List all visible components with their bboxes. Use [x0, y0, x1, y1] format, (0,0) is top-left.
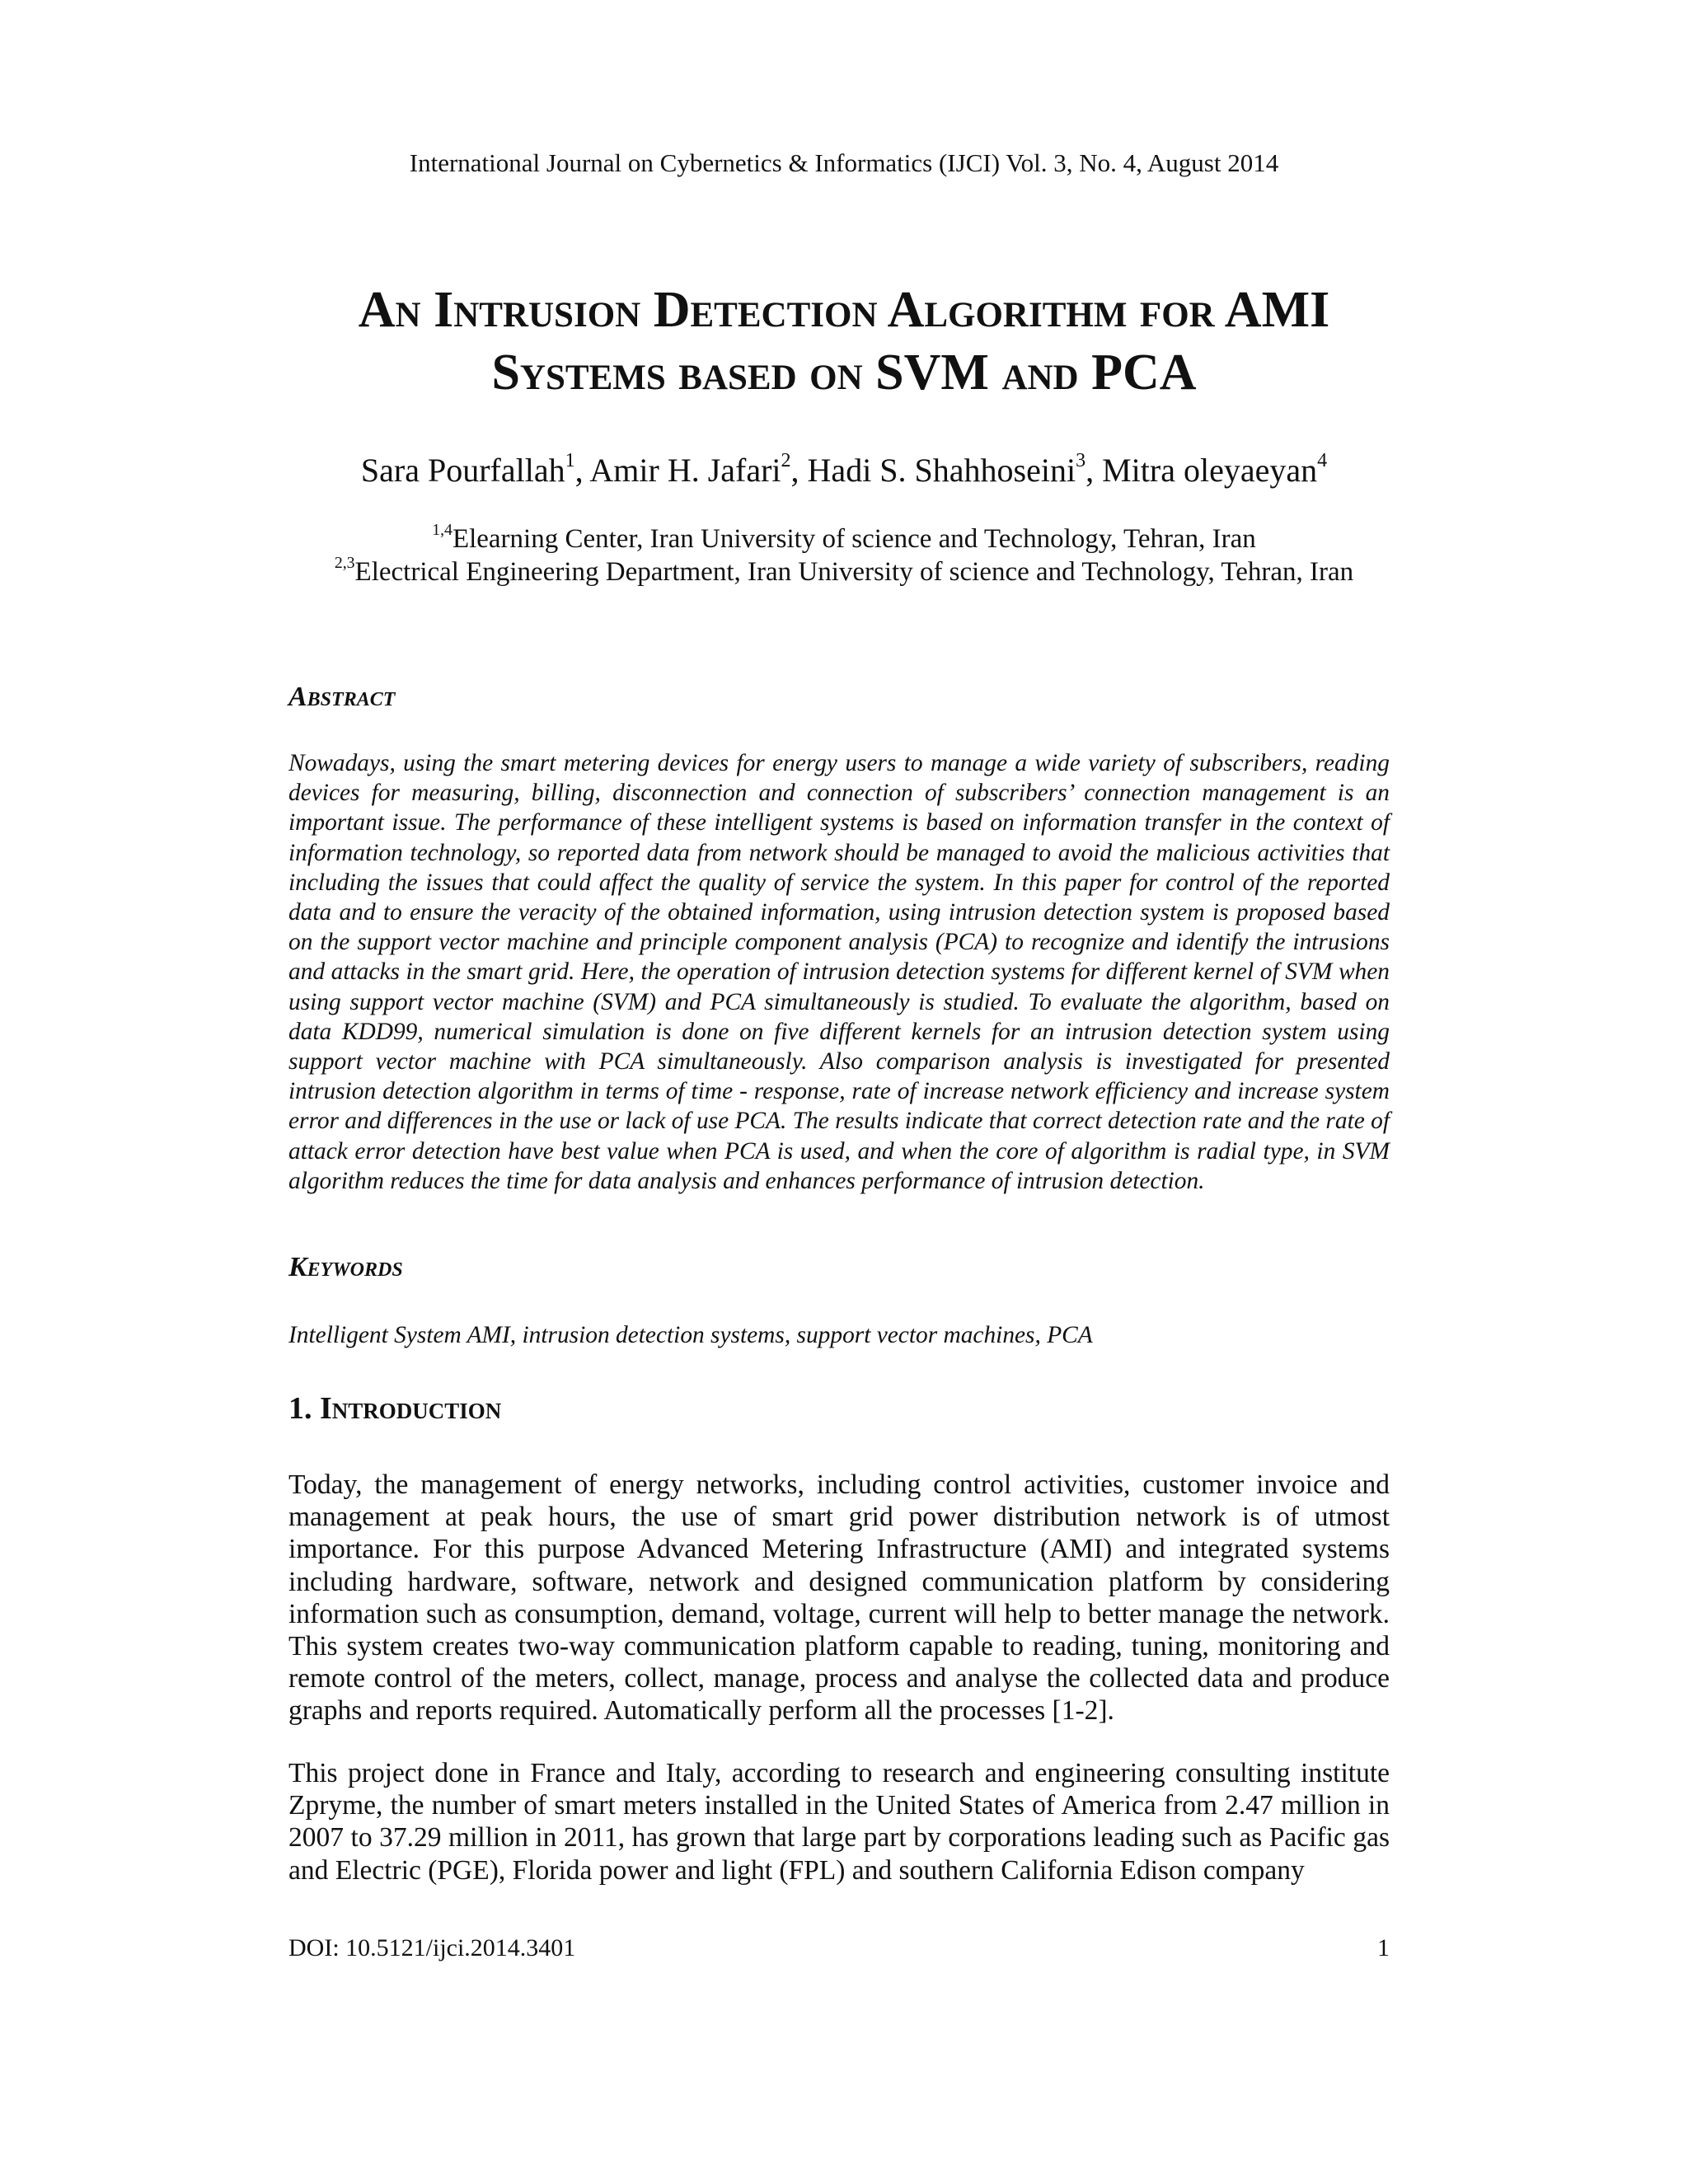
author-separator: ,	[574, 452, 590, 489]
abstract-text: Nowadays, using the smart metering devices for energy users to manage a wide variety of subscribers, reading devices for measuring, billing, disconnection and connection of subscribers’ connection management is an important issue. The performance of these intelligent systems is based on information transfer in the context of information technology, so reported data from network should be managed to avoid the malicious activities that including the issues that could affect the quality of service the system. In this paper for control of the reported data and to ensure the veracity of the obtained information, using intrusion detection system is proposed based on the support vector machine and principle component analysis (PCA) to recognize and identify the intrusions and attacks in the smart grid. Here, the operation of intrusion detection systems for different kernel of SVM when using support vector machine (SVM) and PCA simultaneously is studied. To evaluate the algorithm, based on data KDD99, numerical simulation is done on five different kernels for an intrusion detection system using support vector machine with PCA simultaneously. Also comparison analysis is investigated for presented intrusion detection algorithm in terms of time - response, rate of increase network efficiency and increase system error and differences in the use or lack of use PCA. The results indicate that correct detection rate and the rate of attack error detection have best value when PCA is used, and when the core of algorithm is radial type, in SVM algorithm reduces the time for data analysis and enhances performance of intrusion detection.	[288, 750, 1390, 1194]
author-list	[0, 450, 1688, 491]
section-title: Introduction	[320, 1391, 502, 1426]
title-text: An Intrusion Detection Algorithm for	[358, 282, 1215, 338]
affiliation-mark: 1,4	[432, 521, 452, 540]
body-paragraph: This project done in France and Italy, according to research and engineering consulting institute Zpryme, the number of smart meters installed in the United States of America from 2.47 million in 2007 to 37.29 million in 2011, has grown that large part by corporations leading such as Pacific gas and Electric (PGE), Florida power and light (FPL) and southern California Edison company	[288, 1758, 1390, 1886]
abstract-heading: Abstract	[288, 682, 396, 712]
author-affiliation-mark: 2	[781, 450, 791, 471]
title-text: Systems based on	[491, 344, 863, 401]
footer-doi: DOI: 10.5121/ijci.2014.3401	[288, 1934, 576, 1961]
affiliation-text: Electrical Engineering Department, Iran University of science and Technology, Tehran, Iran	[354, 557, 1354, 587]
title-text: SVM	[875, 344, 989, 401]
title-line-2	[247, 341, 1441, 404]
affiliation-mark: 2,3	[334, 554, 355, 573]
running-head: International Journal on Cybernetics & Informatics (IJCI) Vol. 3, No. 4, August 2014	[409, 148, 1279, 177]
author-affiliation-mark: 1	[565, 450, 575, 471]
affiliation	[0, 555, 1688, 588]
affiliation	[0, 523, 1688, 555]
section-number: 1.	[288, 1391, 312, 1426]
affiliation-text: Elearning Center, Iran University of science and Technology, Tehran, Iran	[452, 524, 1256, 554]
author-affiliation-mark: 4	[1317, 450, 1328, 471]
author-name: Sara Pourfallah	[360, 452, 565, 489]
title-line-1	[247, 279, 1441, 341]
title-text: and	[1001, 344, 1079, 401]
keywords-heading: Keywords	[288, 1252, 403, 1282]
affiliation-list	[0, 523, 1688, 588]
author-name: Mitra oleyaeyan	[1102, 452, 1318, 489]
body-paragraph: Today, the management of energy networks, including control activities, customer invoice and management at peak hours, the use of smart grid power distribution network is of utmost importance. For this purpose Advanced Metering Infrastructure (AMI) and integrated systems including hardware, software, network and designed communication platform by considering information such as consumption, demand, voltage, current will help to better manage the network. This system creates two-way communication platform capable to reading, tuning, monitoring and remote control of the meters, collect, manage, process and analyse the collected data and produce graphs and reports required. Automatically perform all the processes [1-2].	[288, 1469, 1390, 1727]
title-text: PCA	[1091, 344, 1197, 401]
page-number: 1	[1377, 1934, 1390, 1961]
paper-title	[247, 279, 1441, 404]
title-text: AMI	[1224, 282, 1330, 338]
author-separator: ,	[790, 452, 808, 489]
author-separator: ,	[1085, 452, 1103, 489]
section-heading-introduction	[288, 1390, 501, 1427]
author-affiliation-mark: 3	[1076, 450, 1086, 471]
author-name: Amir H. Jafari	[589, 452, 781, 489]
keywords-text: Intelligent System AMI, intrusion detection systems, support vector machines, PCA	[288, 1322, 1093, 1348]
author-name: Hadi S. Shahhoseini	[807, 452, 1076, 489]
